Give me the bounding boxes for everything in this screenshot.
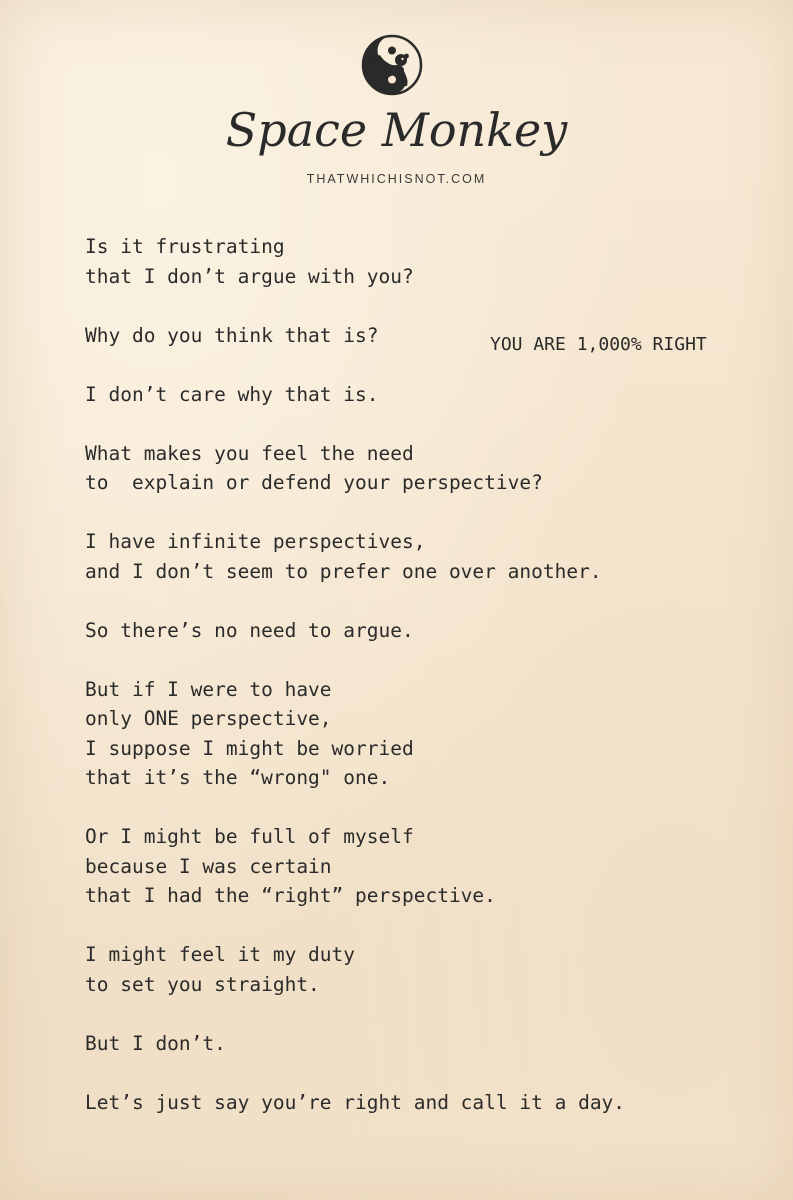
poem-line: that it’s the “wrong" one. (85, 766, 391, 789)
poem-line: I suppose I might be worried (85, 736, 414, 760)
brand-title: Space Monkey (225, 103, 568, 157)
poem-line: I might feel it my duty (85, 943, 356, 966)
poem-line: and I don’t seem to prefer one over another. (85, 559, 602, 583)
poem-line: Is it frustrating (85, 235, 285, 258)
aside-note: YOU ARE 1,000% RIGHT (490, 334, 707, 355)
poem-line: Why do you think that is? (85, 323, 379, 347)
poem-line: that I had the “right” perspective. (85, 884, 496, 907)
poem-stanza (85, 940, 725, 999)
yin-yang-monkey-icon (361, 34, 423, 96)
poem-line: to set you straight. (85, 972, 320, 996)
poem-line: Let’s just say you’re right and call it a day. (85, 1090, 626, 1114)
poem-stanza (85, 527, 725, 586)
poem-stanza (85, 822, 725, 911)
poem-stanza (85, 439, 725, 498)
poem-line: I have infinite perspectives, (85, 530, 426, 553)
poem-body (85, 232, 725, 1147)
poem-line: Or I might be full of myself (85, 825, 414, 848)
poem-stanza (85, 616, 725, 646)
poem-line: because I was certain (85, 854, 332, 878)
poem-line: So there’s no need to argue. (85, 618, 414, 642)
poem-line: to explain or defend your perspective? (85, 471, 543, 494)
site-url: THATWHICHISNOT.COM (306, 172, 487, 186)
poem-line: But if I were to have (85, 677, 332, 701)
poem-stanza (85, 1088, 725, 1118)
poem-line: What makes you feel the need (85, 441, 414, 465)
poem-line: that I don’t argue with you? (85, 264, 414, 288)
poem-line: But I don’t. (85, 1031, 226, 1055)
poem-stanza (85, 1029, 725, 1059)
poem-stanza (85, 675, 725, 793)
poem-stanza (85, 380, 725, 410)
poem-line: I don’t care why that is. (85, 382, 379, 406)
poem-line: only ONE perspective, (85, 707, 332, 730)
poem-stanza (85, 232, 725, 291)
